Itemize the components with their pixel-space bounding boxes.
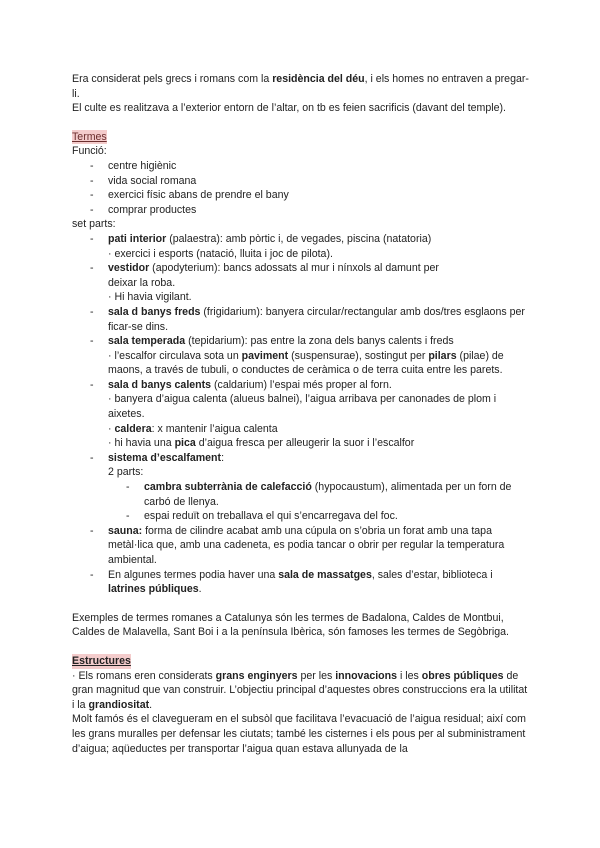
exemples-paragraph: Exemples de termes romanes a Catalunya són les termes de Badalona, Caldes de Montbui, Caldes de Malavella, Sant Boi i a la península Ibèrica, són famoses les termes de Segòbriga. xyxy=(72,611,509,639)
intro-paragraph-1: Era considerat pels grecs i romans com la residència del déu, i els homes no entraven a pregar-li. xyxy=(72,73,529,100)
list-item: - comprar productes xyxy=(72,203,532,218)
list-item-temperada: - sala temperada (tepidarium): pas entre la zona dels banys calents i freds · l’escalfor circulava sota un paviment (suspensurae), sostingut per pilars (pilae) de maons, a través de tubuli, o conductes de ceràmica o de terra cuita entre les parets. xyxy=(72,334,532,378)
intro-paragraph-2: El culte es realitzava a l’exterior entorn de l’altar, on tb es feien sacrificis (davant del temple). xyxy=(72,102,506,115)
list-item-massatges: - En algunes termes podia haver una sala de massatges, sales d’estar, biblioteca i latrines públiques. xyxy=(72,568,532,597)
parts-label: set parts: xyxy=(72,218,116,231)
intro-bold: residència del déu xyxy=(272,73,365,85)
estructures-paragraph-2: Molt famós és el clavegueram en el subsòl que facilitava l’evacuació de l’aigua residual; així com les grans muralles per defensar les ciutats; també les cisternes i els pous per al subministrament d’aigua; aqüeductes per transportar l’aigua quan estava allunyada de la xyxy=(72,713,527,755)
list-item-sistema: - sistema d’escalfament: 2 parts: xyxy=(72,451,532,480)
list-item: - cambra subterrània de calefacció (hypocaustum), alimentada per un forn de carbó de llenya. xyxy=(72,480,532,509)
list-item: - exercici físic abans de prendre el bany xyxy=(72,188,532,203)
funcio-label: Funció: xyxy=(72,145,107,158)
list-item-freds: - sala d banys freds (frigidarium): banyera circular/rectangular amb dos/tres esglaons per ficar-se dins. xyxy=(72,305,532,334)
list-item-sauna: - sauna: forma de cilindre acabat amb una cúpula on s’obria un forat amb una tapa metàl·lica que, amb una cadeneta, es podia tancar o obrir per regular la temperatura ambiental. xyxy=(72,524,532,568)
funcions-list xyxy=(72,159,532,217)
parts-list-continued xyxy=(72,524,532,597)
list-item-pati: - pati interior (palaestra): amb pòrtic i, de vegades, piscina (natatoria) · exercici i esports (natació, lluita i joc de pilota). xyxy=(72,232,532,261)
list-item: - centre higiènic xyxy=(72,159,532,174)
parts-list xyxy=(72,232,532,480)
list-item-vestidor: - vestidor (apodyterium): bancs adossats al mur i nínxols al damunt per deixar la roba. · Hi havia vigilant. xyxy=(72,261,532,305)
sistema-sublist xyxy=(72,480,532,524)
section-heading-estructures: Estructures xyxy=(72,654,131,667)
estructures-paragraph-1: · Els romans eren considerats grans enginyers per les innovacions i les obres públiques de gran magnitud que van construir. L’objectiu principal d’aquestes obres construccions era la utilitat i la grandiositat. xyxy=(72,669,528,711)
list-item: - espai reduït on treballava el qui s’encarregava del foc. xyxy=(72,509,532,524)
document-page xyxy=(72,72,532,756)
section-heading-termes: Termes xyxy=(72,130,107,143)
list-item: - vida social romana xyxy=(72,174,532,189)
list-item-calents: - sala d banys calents (caldarium) l’espai més proper al forn. · banyera d’aigua calenta (alueus balnei), l’aigua arribava per canonades de plom i aixetes. · caldera: x mantenir l’aigua calenta · hi havia una pica d’aigua fresca per alleugerir la suor i l’escalfor xyxy=(72,378,532,451)
